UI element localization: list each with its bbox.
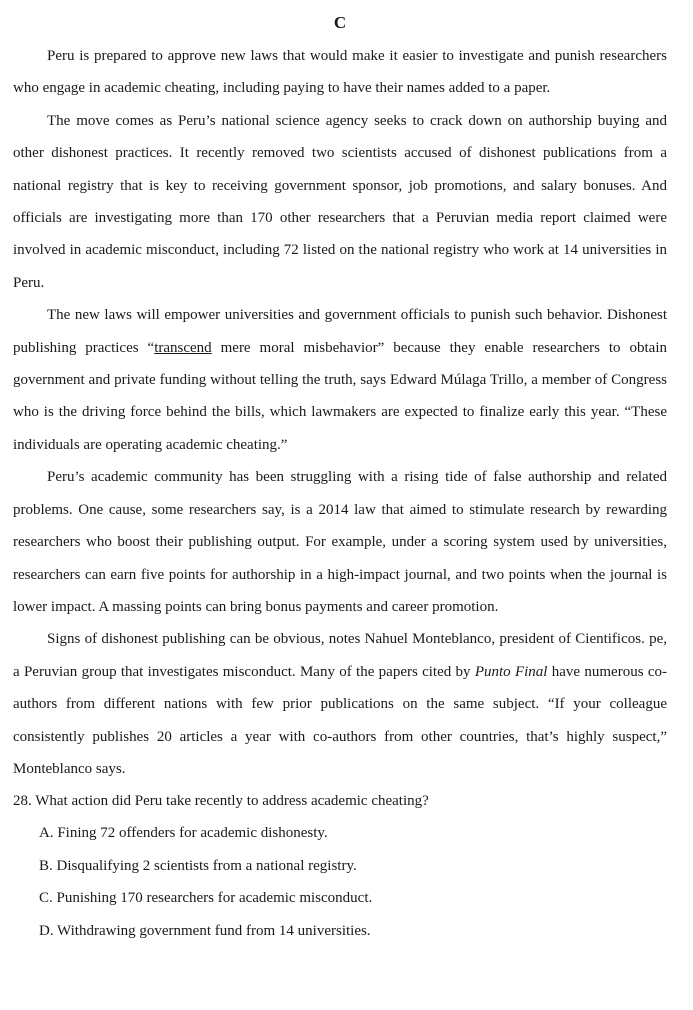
option-d: D. Withdrawing government fund from 14 universities. <box>39 922 371 939</box>
publication-title: Punto Final <box>474 663 548 680</box>
paragraph-1: Peru is prepared to approve new laws that would make it easier to investigate and punish researchers who engage in academic cheating, including paying to have their names added to a paper. <box>13 48 667 97</box>
paragraph-3 <box>13 299 667 461</box>
option-b: B. Disqualifying 2 scientists from a national registry. <box>39 857 357 874</box>
option-c: C. Punishing 170 researchers for academic misconduct. <box>39 890 373 907</box>
question-28: 28. What action did Peru take recently to address academic cheating? <box>13 793 429 810</box>
paragraph-3-text-after: mere moral misbehavior” because they enable researchers to obtain government and private funding without telling the truth, says Edward Múlaga Trillo, a member of Congress who is the driving force behind the bills, which lawmakers are expected to finalize early this year. “These individuals are operating academic cheating.” <box>13 339 667 453</box>
paragraph-3-text-before: The new laws will empower universities and government officials to punish such behavior. Dishonest publishing practices “ <box>13 307 667 356</box>
section-heading: C <box>333 13 347 32</box>
paragraph-2: The move comes as Peru’s national science agency seeks to crack down on authorship buying and other dishonest practices. It recently removed two scientists accused of dishonest publications from a national registry that is key to receiving government sponsor, job promotions, and salary bonuses. And officials are investigating more than 170 other researchers that a Peruvian media report claimed were involved in academic misconduct, including 72 listed on the national registry who work at 14 universities in Peru. <box>13 112 667 291</box>
option-a: A. Fining 72 offenders for academic dishonesty. <box>39 825 328 842</box>
paragraph-4: Peru’s academic community has been struggling with a rising tide of false authorship and related problems. One cause, some researchers say, is a 2014 law that aimed to stimulate research by rewarding researchers who boost their publishing output. For example, under a scoring system used by universities, researchers can earn five points for authorship in a high-impact journal, and two points when the journal is lower impact. A massing points can bring bonus payments and career promotion. <box>13 469 667 615</box>
paragraph-5 <box>13 623 667 785</box>
paragraph-5-text-after: have numerous co-authors from different nations with few prior publications on the same subject. “If your colleague consistently publishes 20 articles a year with co-authors from other countries, that’s highly suspect,” Monteblanco says. <box>13 663 667 777</box>
answer-options <box>13 817 667 947</box>
paragraph-5-text-before: Signs of dishonest publishing can be obvious, notes Nahuel Monteblanco, president of Cientificos. pe, a Peruvian group that investigates misconduct. Many of the papers cited by <box>13 631 667 680</box>
underlined-word: transcend <box>154 339 212 356</box>
